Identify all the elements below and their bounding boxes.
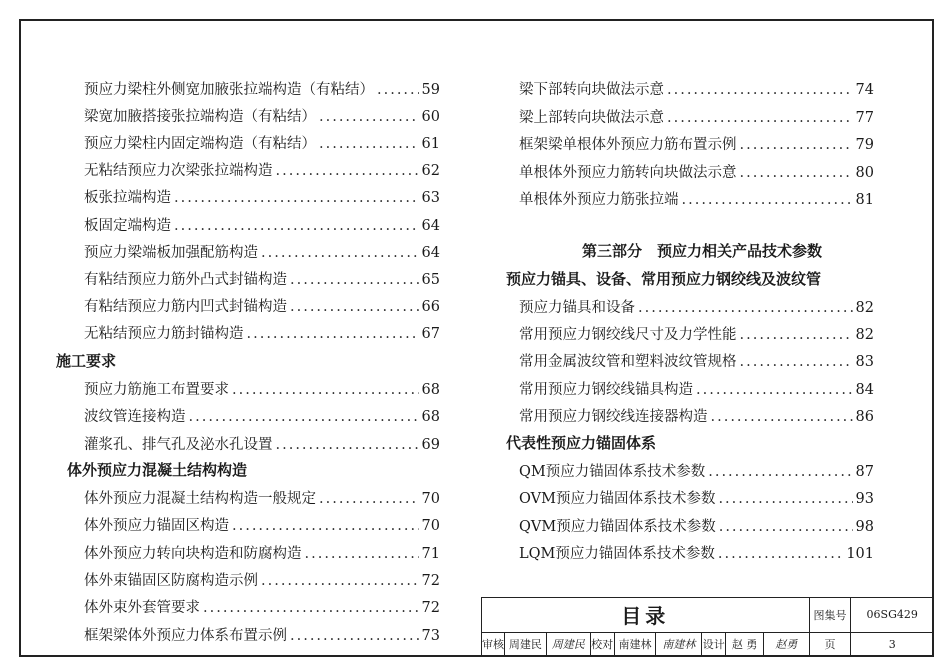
toc-entry xyxy=(84,295,440,316)
toc-entry-title: 常用预应力钢绞线锚具构造 xyxy=(519,381,693,398)
section-heading-construction: 施工要求 xyxy=(56,352,117,370)
toc-entry-page: 67 xyxy=(421,325,440,342)
toc-entry-title: 体外束锚固区防腐构造示例 xyxy=(84,572,258,589)
dot-leader xyxy=(232,382,419,398)
dot-leader xyxy=(290,299,419,315)
section-heading-products: 预应力锚具、设备、常用预应力钢绞线及波纹管 xyxy=(506,270,822,288)
toc-entry-page: 101 xyxy=(846,546,874,563)
toc-entry-page: 72 xyxy=(421,572,440,589)
toc-entry xyxy=(84,241,440,262)
toc-entry xyxy=(519,133,874,154)
dot-leader xyxy=(203,600,419,616)
toc-entry-page: 70 xyxy=(421,491,440,507)
dot-leader xyxy=(682,192,853,208)
toc-entry xyxy=(84,596,440,617)
toc-entry-title: 常用预应力钢绞线尺寸及力学性能 xyxy=(519,327,737,344)
dot-leader xyxy=(638,300,853,316)
dot-leader xyxy=(319,491,419,507)
toc-entry-title: 单根体外预应力筋转向块做法示意 xyxy=(519,164,737,181)
dot-leader xyxy=(189,409,419,425)
toc-entry-title: QVM预应力锚固体系技术参数 xyxy=(519,518,716,535)
toc-entry-title: 框架梁体外预应力体系布置示例 xyxy=(84,627,287,644)
toc-entry-title: 预应力梁柱内固定端构造（有粘结） xyxy=(84,136,316,153)
title-block xyxy=(481,597,934,657)
dot-leader xyxy=(696,382,853,398)
toc-entry xyxy=(519,378,874,399)
toc-entry xyxy=(519,78,874,99)
toc-entry xyxy=(84,78,440,99)
dot-leader xyxy=(740,327,853,343)
toc-entry-title: 预应力筋施工布置要求 xyxy=(84,382,229,398)
section-heading-anchor: 代表性预应力锚固体系 xyxy=(506,434,657,452)
review-signature: 周建民 xyxy=(546,632,590,656)
toc-entry xyxy=(84,487,440,508)
dot-leader xyxy=(319,109,419,125)
toc-entry xyxy=(519,515,874,536)
check-label: 校对 xyxy=(590,632,614,656)
dot-leader xyxy=(708,464,852,480)
toc-entry-page: 66 xyxy=(421,298,440,315)
toc-entry-page: 68 xyxy=(421,382,440,398)
check-name: 南建林 xyxy=(614,632,656,656)
dot-leader xyxy=(276,437,419,453)
toc-entry xyxy=(519,542,874,563)
atlas-number: 06SG429 xyxy=(851,598,934,633)
dot-leader xyxy=(377,82,419,98)
toc-entry xyxy=(84,132,440,153)
toc-entry-title: 常用金属波纹管和塑料波纹管规格 xyxy=(519,354,737,371)
toc-entry-title: OVM预应力锚固体系技术参数 xyxy=(519,491,716,508)
page-label: 页 xyxy=(809,632,851,656)
toc-entry-title: 灌浆孔、排气孔及泌水孔设置 xyxy=(84,436,273,453)
toc-entry-title: 预应力梁端板加强配筋构造 xyxy=(84,244,258,261)
toc-entry-page: 74 xyxy=(855,82,874,98)
toc-entry-page: 86 xyxy=(855,408,874,425)
dot-leader xyxy=(261,573,419,589)
toc-entry xyxy=(519,460,874,481)
dot-leader xyxy=(261,245,419,261)
toc-entry xyxy=(519,405,874,426)
toc-entry-page: 81 xyxy=(855,192,874,208)
check-signature: 南建林 xyxy=(656,632,702,656)
toc-entry-title: 波纹管连接构造 xyxy=(84,409,186,426)
review-name: 周建民 xyxy=(505,632,547,656)
toc-entry-page: 82 xyxy=(855,300,874,316)
toc-entry-title: 梁上部转向块做法示意 xyxy=(519,109,664,126)
toc-entry xyxy=(84,214,440,235)
toc-entry-page: 65 xyxy=(421,271,440,288)
toc-entry-page: 73 xyxy=(421,627,440,644)
toc-entry-page: 71 xyxy=(421,545,440,562)
toc-entry-page: 79 xyxy=(855,137,874,153)
toc-entry-title: 框架梁单根体外预应力筋布置示例 xyxy=(519,137,737,153)
toc-entry xyxy=(519,350,874,371)
toc-entry-page: 77 xyxy=(855,109,874,126)
toc-entry-title: 常用预应力钢绞线连接器构造 xyxy=(519,408,708,425)
dot-leader xyxy=(174,190,419,206)
toc-entry-title: 体外预应力锚固区构造 xyxy=(84,518,229,535)
toc-entry-title: 板张拉端构造 xyxy=(84,190,171,207)
toc-entry-page: 87 xyxy=(855,464,874,480)
toc-entry xyxy=(84,405,440,426)
dot-leader xyxy=(174,218,419,234)
toc-entry-title: 预应力梁柱外侧宽加腋张拉端构造（有粘结） xyxy=(84,82,374,98)
toc-entry xyxy=(519,323,874,344)
dot-leader xyxy=(740,137,853,153)
dot-leader xyxy=(232,518,419,534)
toc-entry-title: 体外束外套管要求 xyxy=(84,600,200,617)
toc-entry-page: 82 xyxy=(855,327,874,344)
toc-entry-title: 有粘结预应力筋外凸式封锚构造 xyxy=(84,271,287,288)
toc-entry xyxy=(84,186,440,207)
toc-entry xyxy=(519,296,874,317)
toc-entry-page: 59 xyxy=(421,82,440,98)
toc-entry xyxy=(519,487,874,508)
toc-entry-page: 64 xyxy=(421,217,440,234)
toc-entry xyxy=(84,378,440,399)
toc-entry xyxy=(84,159,440,180)
toc-entry xyxy=(84,322,440,343)
toc-entry xyxy=(84,514,440,535)
dot-leader xyxy=(740,354,853,370)
toc-entry-title: QM预应力锚固体系技术参数 xyxy=(519,464,706,480)
toc-entry-title: 预应力锚具和设备 xyxy=(519,300,635,316)
toc-entry-title: 板固定端构造 xyxy=(84,217,171,234)
toc-entry-page: 84 xyxy=(855,381,874,398)
toc-entry xyxy=(84,569,440,590)
review-label: 审核 xyxy=(482,632,505,656)
toc-entry-page: 98 xyxy=(855,518,874,535)
toc-entry-page: 70 xyxy=(421,518,440,535)
toc-entry-page: 80 xyxy=(855,164,874,181)
dot-leader xyxy=(667,110,853,126)
toc-entry xyxy=(84,268,440,289)
dot-leader xyxy=(247,326,419,342)
section-heading-external: 体外预应力混凝土结构构造 xyxy=(67,461,248,479)
dot-leader xyxy=(711,409,853,425)
toc-entry-page: 63 xyxy=(421,190,440,207)
toc-entry-title: 体外预应力转向块构造和防腐构造 xyxy=(84,545,302,562)
toc-entry-page: 61 xyxy=(421,136,440,153)
page-number: 3 xyxy=(851,632,934,656)
dot-leader xyxy=(290,272,419,288)
toc-entry-page: 69 xyxy=(421,436,440,453)
toc-entry xyxy=(84,624,440,645)
design-name: 赵 勇 xyxy=(726,632,764,656)
toc-entry xyxy=(519,161,874,182)
toc-entry-title: 梁宽加腋搭接张拉端构造（有粘结） xyxy=(84,109,316,126)
atlas-label: 图集号 xyxy=(809,598,851,633)
dot-leader xyxy=(718,491,852,507)
title-cell: 目录 xyxy=(482,598,810,633)
toc-entry-page: 93 xyxy=(855,491,874,508)
dot-leader xyxy=(718,546,843,562)
toc-entry-title: 无粘结预应力次梁张拉端构造 xyxy=(84,163,273,180)
toc-entry-page: 83 xyxy=(855,354,874,371)
dot-leader xyxy=(290,628,419,644)
toc-entry xyxy=(84,433,440,454)
dot-leader xyxy=(667,82,853,98)
dot-leader xyxy=(305,546,419,562)
toc-entry-page: 60 xyxy=(421,109,440,126)
toc-entry-title: 梁下部转向块做法示意 xyxy=(519,82,664,98)
toc-entry-page: 72 xyxy=(421,600,440,617)
dot-leader xyxy=(276,163,419,179)
toc-entry-title: 单根体外预应力筋张拉端 xyxy=(519,192,679,208)
toc-entry-title: LQM预应力锚固体系技术参数 xyxy=(519,546,715,563)
toc-entry-title: 体外预应力混凝土结构构造一般规定 xyxy=(84,491,316,507)
toc-entry-page: 64 xyxy=(421,244,440,261)
toc-entry xyxy=(519,106,874,127)
design-signature: 赵勇 xyxy=(764,632,810,656)
toc-entry-page: 62 xyxy=(421,163,440,180)
part-heading: 第三部分 预应力相关产品技术参数 xyxy=(582,242,823,260)
toc-entry xyxy=(84,105,440,126)
toc-entry-page: 68 xyxy=(421,409,440,426)
dot-leader xyxy=(319,136,419,152)
toc-entry xyxy=(519,188,874,209)
toc-entry-title: 有粘结预应力筋内凹式封锚构造 xyxy=(84,298,287,315)
toc-entry-title: 无粘结预应力筋封锚构造 xyxy=(84,325,244,342)
dot-leader xyxy=(740,165,853,181)
design-label: 设计 xyxy=(702,632,726,656)
dot-leader xyxy=(719,519,853,535)
toc-entry xyxy=(84,542,440,563)
